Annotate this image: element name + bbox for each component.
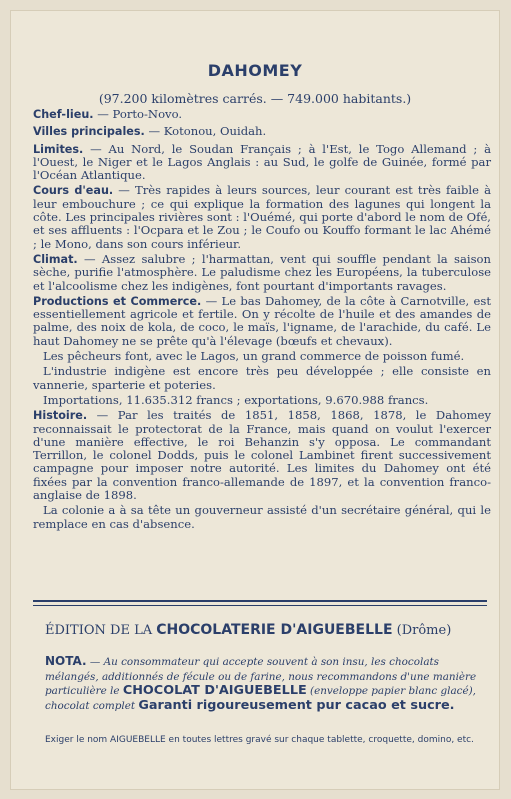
entry-label: Productions et Commerce. (33, 294, 202, 308)
nota-label: NOTA. (45, 654, 87, 668)
entry-text: — Très rapides à leurs sources, leur courant est très faible à leur embouchure ; ce qui explique la formation des lagunes qui longent la côte. Les principales rivières sont : l'Ouémé, qui porte d'abord le nom de Ofé, et ses affluents : l'Ocpara et le Zou ; le Coufo ou Kouffo formant le lac Ahémé ; le Mono, dans son cours inférieur. (33, 183, 492, 251)
entry-pecheurs (33, 350, 491, 363)
entry-label: Cours d'eau. (33, 184, 114, 198)
entry-histoire (33, 409, 491, 502)
page-title: DAHOMEY (207, 61, 303, 80)
entry-label: Limites. (33, 142, 84, 156)
edition-line (45, 622, 485, 638)
entry-text: — Assez salubre ; l'harmattan, vent qui souffle pendant la saison sèche, purifie l'atmosphère. Le paludisme chez les Européens, la tuberculose et l'alcoolisme chez les indigènes, font pourtant d'importants ravages. (33, 251, 491, 293)
exiger-notice: Exiger le nom AIGUEBELLE en toutes lettres gravé sur chaque tablette, croquette, domino, etc. (45, 735, 474, 745)
divider-rule-thick (33, 600, 487, 602)
entry-text: L'industrie indigène est encore très peu développée ; elle consiste en vannerie, sparterie et poteries. (33, 364, 491, 392)
nota-guarantee: Garanti rigoureusement pur cacao et sucre. (138, 697, 455, 713)
entry-importations (33, 394, 491, 407)
divider-rule-thin (33, 605, 487, 606)
entry-text: Les pêcheurs font, avec le Lagos, un grand commerce de poisson fumé. (43, 349, 465, 364)
entry-text: La colonie a à sa tête un gouverneur assisté d'un secrétaire général, qui le remplace en cas d'absence. (33, 503, 491, 531)
entry-text: Importations, 11.635.312 francs ; exportations, 9.670.988 francs. (43, 392, 429, 407)
nota-italic-text: — Au consommateur qui accepte souvent à son insu, les chocolats mélangés, additionnés de fécule ou de farine, nous recommandons d'une manière particulière le (45, 656, 477, 698)
entry-villes (33, 125, 491, 138)
nota-italic-text-2: (enveloppe papier blanc glacé), chocolat complet (45, 685, 476, 712)
entry-industrie (33, 365, 491, 392)
entry-text: — Porto-Novo. (93, 107, 183, 121)
entry-text: — Au Nord, le Soudan Français ; à l'Est, le Togo Allemand ; à l'Ouest, le Niger et le Lagos Anglais : au Sud, le golfe de Guinée, formé par l'Océan Atlantique. (33, 141, 491, 183)
entry-label: Chef-lieu. (33, 108, 94, 121)
entry-chef-lieu (33, 108, 491, 121)
nota-paragraph (45, 654, 487, 713)
entry-colonie (33, 504, 491, 531)
entry-climat (33, 253, 491, 293)
entry-label: Climat. (33, 252, 78, 266)
entry-text: — Le bas Dahomey, de la côte à Carnotville, est essentiellement agricole et fertile. On y récolte de l'huile et des amandes de palme, des noix de kola, de coco, le maïs, l'igname, de l'arachide, du café. Le haut Dahomey ne se prête qu'à l'élevage (bœufs et chevaux). (33, 293, 491, 348)
entry-limites (33, 143, 491, 183)
nota-brand: CHOCOLAT D'AIGUEBELLE (122, 683, 307, 699)
entry-cours-d-eau (33, 184, 491, 250)
entry-label: Villes principales. (33, 125, 145, 139)
edition-brand: CHOCOLATERIE D'AIGUEBELLE (156, 622, 393, 638)
entry-productions (33, 295, 491, 348)
entry-text: — Par les traités de 1851, 1858, 1868, 1878, le Dahomey reconnaissait le protectorat de la France, mais quand on voulut l'exercer d'une manière effective, le roi Behanzin s'y opposa. Le commandant Terrillon, le colonel Dodds, puis le colonel Lambinet firent successivement campagne pour imposer notre autorité. Les limites du Dahomey ont été fixées par la convention franco-allemande de 1897, et la convention franco-anglaise de 1898. (33, 408, 491, 503)
description-body (33, 108, 491, 533)
entry-text: — Kotonou, Ouidah. (144, 124, 267, 139)
entry-label: Histoire. (33, 409, 88, 423)
edition-prefix: ÉDITION DE LA (45, 623, 157, 638)
edition-suffix: (Drôme) (392, 623, 452, 638)
area-population-subtitle: (97.200 kilomètres carrés. — 749.000 habitants.) (98, 91, 412, 106)
